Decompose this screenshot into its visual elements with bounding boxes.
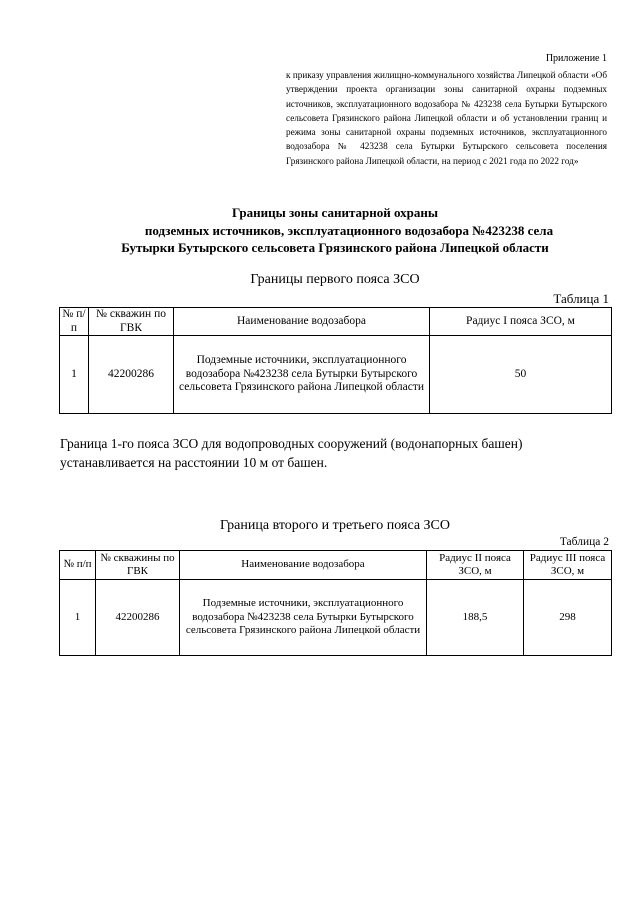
table-cell: 42200286 <box>89 336 174 414</box>
header-cell: Радиус III пояса ЗСО, м <box>524 551 612 580</box>
table-row <box>60 580 612 656</box>
table1-section-title: Границы первого пояса ЗСО <box>250 272 420 287</box>
header-cell: № п/п <box>60 308 89 336</box>
annex-order-reference: к приказу управления жилищно-коммунального хозяйства Липецкой области «Об утверждении проекта организации зоны санитарной охраны подземных источников, эксплуатационного водозабора № 423238 села Бутырки Бутырского сельсовета Грязинского района Липецкой области и об установлении границ и режима зоны санитарной охраны подземных источников, эксплуатационного водозабора № 423238 села Бутырки Бутырского сельсовета поселения Грязинского района Липецкой области, на период с 2021 года по 2022 год» <box>286 70 607 166</box>
annex-label: Приложение 1 <box>545 53 607 64</box>
header-cell: Радиус I пояса ЗСО, м <box>430 308 612 336</box>
table-row <box>60 336 612 414</box>
table-cell: 1 <box>60 580 96 656</box>
table-cell: Подземные источники, эксплуатационного водозабора №423238 села Бутырки Бутырского сельсовета Грязинского района Липецкой области <box>180 580 427 656</box>
header-cell: № п/п <box>60 551 96 580</box>
table-cell: Подземные источники, эксплуатационного водозабора №423238 села Бутырки Бутырского сельсовета Грязинского района Липецкой области <box>174 336 430 414</box>
tower-zone-note: Граница 1-го пояса ЗСО для водопроводных сооружений (водонапорных башен) устанавливается на расстоянии 10 м от башен. <box>60 436 523 470</box>
header-cell: № скважины по ГВК <box>96 551 180 580</box>
header-cell: № скважин по ГВК <box>89 308 174 336</box>
header-cell: Радиус II пояса ЗСО, м <box>427 551 524 580</box>
table-cell: 1 <box>60 336 89 414</box>
header-cell: Наименование водозабора <box>174 308 430 336</box>
table-cell: 298 <box>524 580 612 656</box>
table-header-row <box>60 308 612 336</box>
table-cell: 188,5 <box>427 580 524 656</box>
title-line-2: подземных источников, эксплуатационного водозабора №423238 села <box>144 222 554 238</box>
table-header-row <box>60 551 612 580</box>
title-line-1: Границы зоны санитарной охраны <box>231 205 439 220</box>
first-zone-table <box>59 307 612 414</box>
table-cell: 50 <box>430 336 612 414</box>
table-cell: 42200286 <box>96 580 180 656</box>
second-third-zone-table <box>59 550 612 656</box>
table2-label: Таблица 2 <box>559 536 609 548</box>
document-title <box>70 204 600 257</box>
header-cell: Наименование водозабора <box>180 551 427 580</box>
table1-label: Таблица 1 <box>553 291 609 306</box>
table2-section-title: Граница второго и третьего пояса ЗСО <box>219 518 451 533</box>
title-line-3: Бутырки Бутырского сельсовета Грязинского района Липецкой области <box>121 240 549 255</box>
